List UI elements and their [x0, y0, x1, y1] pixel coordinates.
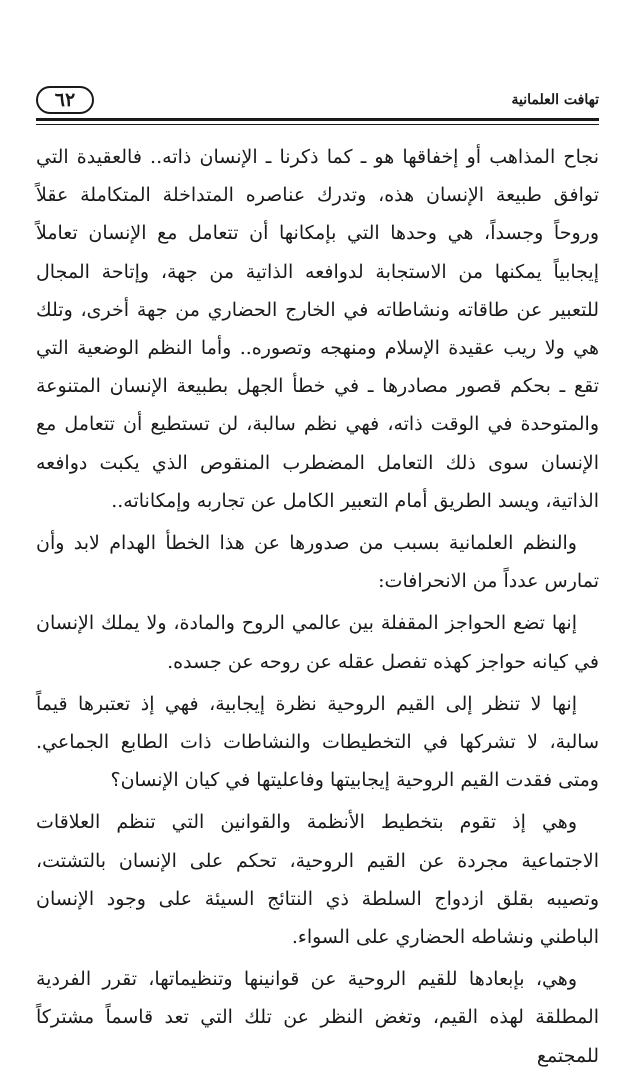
- paragraph-6: وهي، بإبعادها للقيم الروحية عن قوانينها وتنظيماتها، تقرر الفردية المطلقة لهذه القيم، وتغض النظر عن تلك التي تعد قاسماً مشتركاً للمجتمع: [36, 968, 599, 1067]
- body-text: [36, 138, 599, 1075]
- paragraph-1: نجاح المذاهب أو إخفاقها هو ـ كما ذكرنا ـ الإنسان ذاته.. فالعقيدة التي توافق طبيعة الإنسان هذه، وتدرك عناصره المتداخلة المتكاملة عقلاً وروحاً وجسداً، هي وحدها التي بإمكانها أن تتعامل مع الإنسان تعاملاً إيجابياً يمكنها من الاستجابة لدوافعه الذاتية من جهة، وإتاحة المجال للتعبير عن طاقاته ونشاطاته في الخارج الحضاري من جهة أخرى، وتلك هي ولا ريب عقيدة الإسلام ومنهجه وتصوره.. وأما النظم الوضعية التي تقع ـ بحكم قصور مصادرها ـ في خطأ الجهل بطبيعة الإنسان المتنوعة والمتوحدة في الوقت ذاته، فهي نظم سالبة، لن تستطيع أن تتعامل مع الإنسان سوى ذلك التعامل المضطرب المنقوص الذي يكبت دوافعه الذاتية، ويسد الطريق أمام التعبير الكامل عن تجاربه وإمكاناته..: [36, 146, 599, 512]
- page-number: ٦٢: [36, 86, 94, 114]
- header-rule-thick: [36, 118, 599, 121]
- paragraph-5: وهي إذ تقوم بتخطيط الأنظمة والقوانين التي تنظم العلاقات الاجتماعية مجردة عن القيم الروحية، تحكم على الإنسان بالتشتت، وتصيبه بقلق ازدواج السلطة ذي النتائج السيئة على وجود الإنسان الباطني ونشاطه الحضاري على السواء.: [36, 811, 599, 949]
- header-rule-thin: [36, 124, 599, 125]
- paragraph-4: إنها لا تنظر إلى القيم الروحية نظرة إيجابية، فهي إذ تعتبرها قيماً سالبة، لا تشركها في التخطيطات والنشاطات ذات الطابع الجماعي. ومتى فقدت القيم الروحية إيجابيتها وفاعليتها في كيان الإنسان؟: [36, 692, 599, 792]
- running-title: تهافت العلمانية: [511, 92, 599, 108]
- page-header: [36, 86, 599, 120]
- paragraph-3: إنها تضع الحواجز المقفلة بين عالمي الروح والمادة، ولا يملك الإنسان في كيانه حواجز كهذه تفصل عقله عن روحه عن جسده.: [36, 612, 599, 673]
- paragraph-2: والنظم العلمانية بسبب من صدورها عن هذا الخطأ الهدام لابد وأن تمارس عدداً من الانحرافات:: [36, 532, 599, 593]
